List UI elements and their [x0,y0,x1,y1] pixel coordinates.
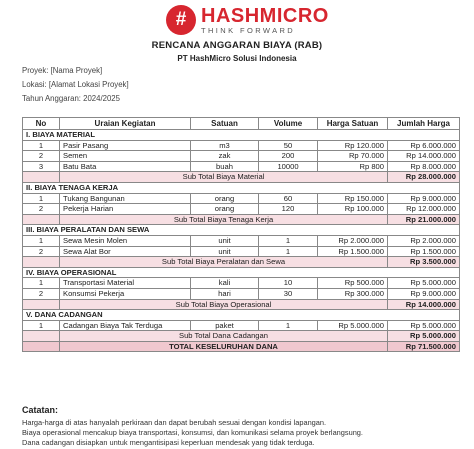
row-unit: zak [191,151,259,162]
row-no: 1 [23,278,60,289]
row-volume: 50 [259,140,318,151]
row-unit-price: Rp 150.000 [318,193,388,204]
logo-tagline: THINK FORWARD [201,25,296,35]
row-total-price: Rp 5.000.000 [388,320,460,331]
row-unit-price: Rp 70.000 [318,151,388,162]
row-description: Pekerja Harian [60,204,191,215]
row-total-price: Rp 5.000.000 [388,278,460,289]
table-row [23,288,460,299]
row-description: Transportasi Material [60,278,191,289]
section-header-row [23,267,460,278]
row-volume: 120 [259,204,318,215]
row-total-price: Rp 2.000.000 [388,235,460,246]
row-unit: orang [191,204,259,215]
subtotal-row [23,331,460,342]
row-unit: unit [191,235,259,246]
row-unit: m3 [191,140,259,151]
table-row [23,151,460,162]
row-volume: 1 [259,246,318,257]
row-no: 1 [23,235,60,246]
row-volume: 10 [259,278,318,289]
subtotal-label: Sub Total Biaya Peralatan dan Sewa [60,257,388,268]
row-total-price: Rp 14.000.000 [388,151,460,162]
row-unit: buah [191,161,259,172]
row-no: 2 [23,151,60,162]
row-volume: 1 [259,320,318,331]
section-title: III. BIAYA PERALATAN DAN SEWA [23,225,460,236]
project-name: Proyek: [Nama Proyek] [22,66,103,75]
row-no: 2 [23,288,60,299]
total-label: TOTAL KESELURUHAN DANA [60,341,388,352]
table-row [23,161,460,172]
subtotal-value: Rp 3.500.000 [388,257,460,268]
row-unit-price: Rp 5.000.000 [318,320,388,331]
row-description: Tukang Bangunan [60,193,191,204]
table-row [23,235,460,246]
row-description: Semen [60,151,191,162]
section-header-row [23,225,460,236]
section-title: I. BIAYA MATERIAL [23,130,460,141]
row-volume: 200 [259,151,318,162]
row-total-price: Rp 12.000.000 [388,204,460,215]
note-line: Biaya operasional mencakup biaya transportasi, konsumsi, dan komunikasi selama proyek berlangsung. [22,428,363,437]
subtotal-spacer [23,172,60,183]
header-unit: Satuan [191,118,259,130]
budget-table [22,117,460,352]
section-title: IV. BIAYA OPERASIONAL [23,267,460,278]
subtotal-label: Sub Total Biaya Operasional [60,299,388,310]
row-unit-price: Rp 2.000.000 [318,235,388,246]
table-header-row [23,118,460,130]
row-description: Sewa Mesin Molen [60,235,191,246]
row-total-price: Rp 9.000.000 [388,288,460,299]
subtotal-spacer [23,257,60,268]
grand-total-row [23,341,460,352]
row-unit-price: Rp 120.000 [318,140,388,151]
row-no: 2 [23,246,60,257]
table-row [23,320,460,331]
subtotal-row [23,172,460,183]
row-description: Batu Bata [60,161,191,172]
header-no: No [23,118,60,130]
header-total-price: Jumlah Harga [388,118,460,130]
row-description: Sewa Alat Bor [60,246,191,257]
row-total-price: Rp 8.000.000 [388,161,460,172]
note-line: Harga-harga di atas hanyalah perkiraan dan dapat berubah sesuai dengan kondisi lapangan. [22,418,327,427]
row-total-price: Rp 6.000.000 [388,140,460,151]
row-unit: unit [191,246,259,257]
subtotal-spacer [23,214,60,225]
table-row [23,193,460,204]
section-header-row [23,130,460,141]
row-no: 3 [23,161,60,172]
row-unit: hari [191,288,259,299]
table-row [23,278,460,289]
row-unit-price: Rp 100.000 [318,204,388,215]
subtotal-row [23,257,460,268]
table-row [23,204,460,215]
row-unit: paket [191,320,259,331]
company-name: PT HashMicro Solusi Indonesia [177,54,297,63]
table-row [23,246,460,257]
row-unit-price: Rp 1.500.000 [318,246,388,257]
row-unit-price: Rp 300.000 [318,288,388,299]
document-title: RENCANA ANGGARAN BIAYA (RAB) [151,40,323,51]
row-unit: kali [191,278,259,289]
subtotal-label: Sub Total Biaya Tenaga Kerja [60,214,388,225]
subtotal-row [23,214,460,225]
row-no: 1 [23,320,60,331]
subtotal-spacer [23,331,60,342]
note-line: Dana cadangan disiapkan untuk mengantisipasi keperluan mendesak yang tidak terduga. [22,438,315,447]
subtotal-label: Sub Total Biaya Material [60,172,388,183]
header-unit-price: Harga Satuan [318,118,388,130]
company-logo [166,5,329,35]
row-total-price: Rp 1.500.000 [388,246,460,257]
project-location: Lokasi: [Alamat Lokasi Proyek] [22,80,129,89]
logo-name: HASHMICRO [201,4,329,27]
total-value: Rp 71.500.000 [388,341,460,352]
subtotal-value: Rp 28.000.000 [388,172,460,183]
table-row [23,140,460,151]
row-unit-price: Rp 800 [318,161,388,172]
subtotal-spacer [23,299,60,310]
section-title: II. BIAYA TENAGA KERJA [23,182,460,193]
budget-year: Tahun Anggaran: 2024/2025 [22,94,120,103]
row-description: Pasir Pasang [60,140,191,151]
row-volume: 60 [259,193,318,204]
row-volume: 10000 [259,161,318,172]
row-volume: 1 [259,235,318,246]
header-description: Uraian Kegiatan [60,118,191,130]
subtotal-value: Rp 5.000.000 [388,331,460,342]
row-no: 1 [23,193,60,204]
row-description: Cadangan Biaya Tak Terduga [60,320,191,331]
subtotal-value: Rp 14.000.000 [388,299,460,310]
row-description: Konsumsi Pekerja [60,288,191,299]
notes-title: Catatan: [22,405,59,415]
subtotal-row [23,299,460,310]
row-unit: orang [191,193,259,204]
row-no: 1 [23,140,60,151]
section-header-row [23,310,460,321]
section-title: V. DANA CADANGAN [23,310,460,321]
row-no: 2 [23,204,60,215]
row-total-price: Rp 9.000.000 [388,193,460,204]
header-volume: Volume [259,118,318,130]
row-volume: 30 [259,288,318,299]
row-unit-price: Rp 500.000 [318,278,388,289]
subtotal-value: Rp 21.000.000 [388,214,460,225]
hashmicro-logo-icon: # [166,5,196,35]
subtotal-label: Sub Total Dana Cadangan [60,331,388,342]
section-header-row [23,182,460,193]
total-spacer [23,341,60,352]
